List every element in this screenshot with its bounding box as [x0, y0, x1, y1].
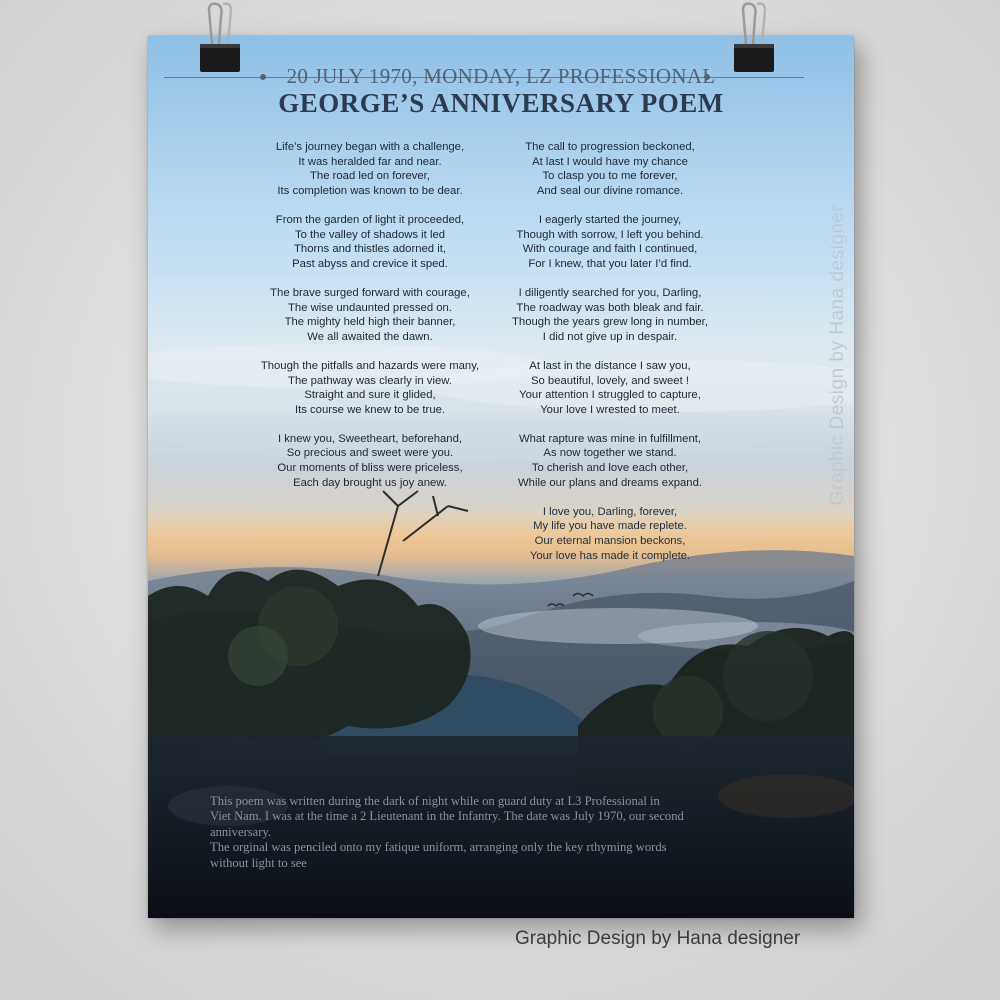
poem-stanza: [250, 359, 490, 417]
poem-stanza: [490, 286, 730, 344]
poem-line: Its completion was known to be dear.: [277, 184, 463, 197]
poem-stanza: [490, 213, 730, 271]
poem-line: Straight and sure it glided,: [304, 389, 436, 402]
poem-line: At last in the distance I saw you,: [529, 359, 691, 372]
poem-poster: [148, 36, 854, 918]
poem-stanza: [250, 286, 490, 344]
poem-line: To clasp you to me forever,: [542, 170, 678, 183]
poem-line: With courage and faith I continued,: [522, 243, 698, 256]
poem-line: The wise undaunted pressed on.: [288, 301, 452, 314]
poem-line: The mighty held high their banner,: [284, 316, 456, 329]
poem-stanza: [250, 213, 490, 271]
poem-line: To the valley of shadows it led: [294, 228, 446, 241]
poem-footnote: [210, 794, 820, 871]
poem-line: So beautiful, lovely, and sweet !: [530, 374, 690, 387]
poem-stanza: [490, 505, 730, 563]
poem-line: The road led on forever,: [310, 170, 430, 183]
poem-line: The roadway was both bleak and fair.: [516, 301, 704, 314]
poem-line: What rapture was mine in fulfillment,: [518, 432, 702, 445]
poem-line: The pathway was clearly in view.: [288, 374, 452, 387]
footnote-line: This poem was written during the dark of night while on guard duty at L3 Professional in: [210, 794, 660, 808]
footnote-line: The orginal was penciled onto my fatique uniform, arranging only the key rthyming words: [210, 840, 667, 855]
poem-line: Though the years grew long in number,: [512, 316, 708, 329]
poem-line: As now together we stand.: [543, 447, 677, 460]
poem-line: While our plans and dreams expand.: [518, 476, 702, 489]
poem-line: Your attention I struggled to capture,: [519, 389, 701, 402]
poem-stanza: [490, 359, 730, 417]
poem-line: Our moments of bliss were priceless,: [277, 462, 463, 475]
poem-line: And seal our divine romance.: [536, 184, 684, 197]
poem-line: We all awaited the dawn.: [307, 330, 433, 343]
poem-line: I love you, Darling, forever,: [542, 505, 678, 518]
poster-dateline-text: 20 JULY 1970, MONDAY, LZ PROFESSIONAL: [286, 64, 716, 88]
poem-line: Our eternal mansion beckons,: [534, 535, 686, 548]
poem-line: For I knew, that you later I’d find.: [528, 257, 692, 270]
poem-line: I did not give up in despair.: [542, 330, 678, 343]
poem-line: Though the pitfalls and hazards were many,: [260, 359, 480, 372]
poem-line: So precious and sweet were you.: [286, 447, 454, 460]
poem-line: Your love has made it complete.: [529, 549, 691, 562]
poem-line: Though with sorrow, I left you behind.: [516, 228, 704, 241]
poem-line: Each day brought us joy anew.: [293, 476, 447, 489]
bottom-watermark: Graphic Design by Hana designer: [515, 928, 801, 949]
side-watermark: Graphic Design by Hana designer: [827, 204, 848, 506]
poem-line: The call to progression beckoned,: [525, 141, 695, 153]
poem-line: It was heralded far and near.: [298, 155, 442, 168]
poem-line: Past abyss and crevice it sped.: [292, 257, 448, 270]
poem-line: From the garden of light it proceeded,: [275, 213, 465, 226]
poem-stanza: [490, 432, 730, 490]
binder-clip-icon: [197, 0, 243, 80]
poem-stanza: [250, 432, 490, 490]
poem-line: My life you have made replete.: [533, 520, 687, 533]
footnote-line: without light to see: [210, 855, 307, 870]
poem-right-column: [490, 140, 730, 578]
footnote-line: Viet Nam. I was at the time a 2 Lieutenant in the Infantry. The date was July 1970, our second: [210, 809, 684, 824]
poem-left-column: [250, 140, 490, 505]
poem-line: Life’s journey began with a challenge,: [275, 141, 465, 153]
poem-line: I diligently searched for you, Darling,: [518, 286, 702, 299]
poem-line: At last I would have my chance: [532, 155, 688, 168]
footnote-line: anniversary.: [210, 824, 272, 839]
poem-line: I knew you, Sweetheart, beforehand,: [277, 432, 462, 445]
binder-clip-icon: [731, 0, 777, 80]
poem-line: I eagerly started the journey,: [538, 213, 682, 226]
poem-line: To cherish and love each other,: [531, 462, 689, 475]
poem-line: Your love I wrested to meet.: [540, 403, 680, 416]
poem-line: The brave surged forward with courage,: [270, 286, 470, 299]
poem-stanza: [250, 140, 490, 198]
poster-title: GEORGE’S ANNIVERSARY POEM: [278, 88, 724, 118]
poem-line: Thorns and thistles adorned it,: [294, 243, 446, 256]
poem-stanza: [490, 140, 730, 198]
poem-line: Its course we knew to be true.: [294, 403, 446, 416]
